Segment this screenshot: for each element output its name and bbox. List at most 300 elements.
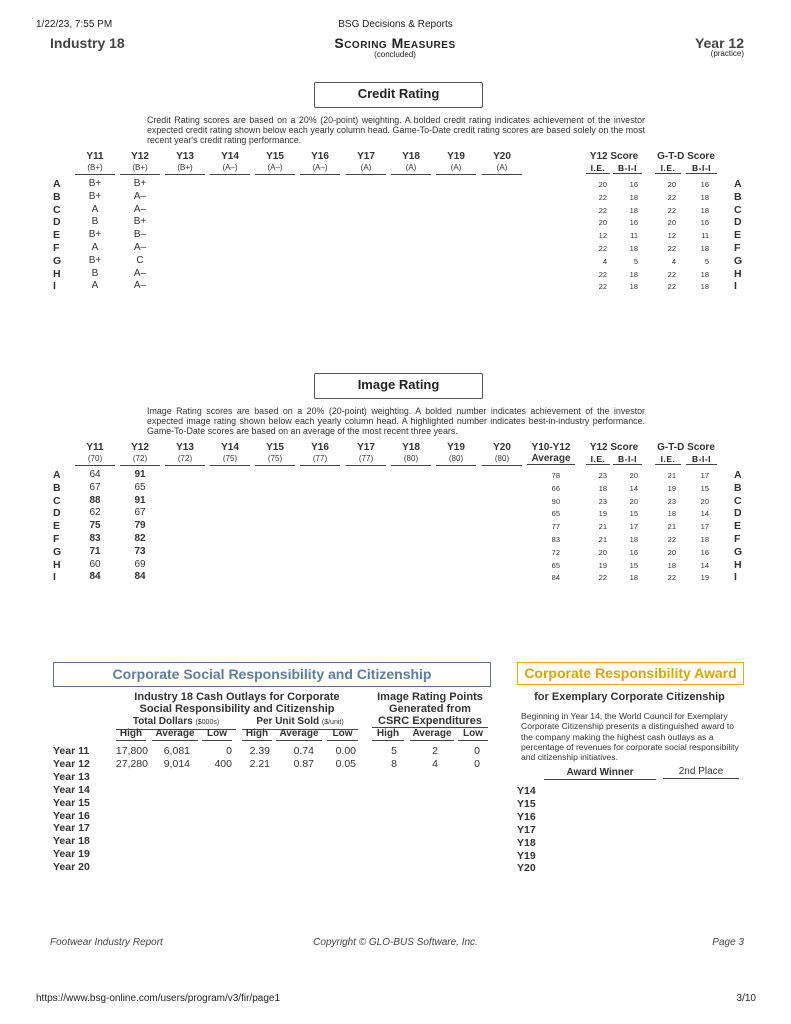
y12-value: B+ bbox=[133, 178, 147, 189]
csr-col-low: Low bbox=[202, 728, 232, 741]
y12-bii-score: 15 bbox=[629, 509, 638, 519]
csr-value: 0.00 bbox=[335, 745, 356, 757]
company-letter: F bbox=[53, 242, 60, 254]
company-letter: F bbox=[734, 533, 741, 545]
y12-value: A– bbox=[133, 242, 147, 253]
avg-value: 65 bbox=[551, 560, 560, 570]
y11-value: 62 bbox=[89, 507, 101, 519]
year-column-head bbox=[482, 151, 522, 175]
award-year-label: Y20 bbox=[517, 862, 536, 875]
y12-bii-score: 14 bbox=[629, 483, 638, 493]
y12-ie-score: 21 bbox=[598, 522, 607, 532]
y12-ie-score: 12 bbox=[598, 231, 607, 241]
csr-year-label: Year 12 bbox=[53, 757, 90, 770]
y11-value: 64 bbox=[89, 469, 101, 480]
y11-value: 67 bbox=[89, 481, 101, 493]
bii-head: B-I-I bbox=[613, 163, 642, 174]
y12-bii-score: 18 bbox=[629, 205, 638, 215]
y12-score-head: Y12 Score bbox=[589, 442, 639, 453]
csr-value: 9,014 bbox=[163, 757, 190, 770]
avg-value: 83 bbox=[551, 535, 560, 544]
expected-rating: (A–) bbox=[300, 162, 340, 175]
y11-value: A bbox=[91, 203, 99, 215]
year-label: Y12 bbox=[131, 442, 149, 453]
gtd-ie-score: 22 bbox=[667, 573, 676, 583]
year-label: Y11 bbox=[86, 442, 104, 453]
ie-head: I.E. bbox=[586, 454, 610, 465]
csr-col-low: Low bbox=[327, 728, 358, 741]
csr-col-high: High bbox=[242, 728, 272, 741]
gtd-ie-score: 21 bbox=[667, 471, 676, 480]
company-letter: B bbox=[53, 190, 61, 203]
year-column-head bbox=[75, 442, 115, 466]
year-column-head bbox=[391, 442, 431, 466]
gtd-bii-score: 18 bbox=[700, 535, 709, 544]
gtd-ie-score: 21 bbox=[667, 522, 676, 532]
avg-value: 84 bbox=[551, 573, 560, 583]
y11-value: B bbox=[91, 216, 99, 228]
year-label: Y15 bbox=[266, 151, 284, 162]
csr-col-average: Average bbox=[276, 728, 322, 741]
expected-rating: (A–) bbox=[210, 162, 250, 175]
company-letter: A bbox=[53, 469, 61, 481]
gtd-bii-score: 17 bbox=[700, 522, 709, 532]
year-label: Y17 bbox=[357, 151, 375, 162]
year-label: Y15 bbox=[266, 442, 284, 453]
company-letter: G bbox=[734, 545, 743, 558]
company-letter: G bbox=[53, 545, 62, 558]
y12-value: 82 bbox=[134, 533, 146, 544]
avg-head-2: Average bbox=[527, 453, 575, 465]
y12-ie-score: 22 bbox=[598, 269, 607, 279]
expected-rating: (70) bbox=[75, 453, 115, 466]
y12-ie-score: 22 bbox=[598, 205, 607, 215]
year-label: Y11 bbox=[86, 151, 104, 162]
print-datetime: 1/22/23, 7:55 PM bbox=[36, 19, 113, 30]
y12-ie-score: 4 bbox=[602, 256, 607, 266]
year-column-head bbox=[436, 442, 476, 466]
gtd-bii-score: 14 bbox=[700, 560, 709, 570]
csr-year-label: Year 14 bbox=[53, 783, 90, 796]
csr-value: 5 bbox=[391, 745, 397, 757]
year-column-head bbox=[255, 151, 295, 175]
y12-bii-score: 16 bbox=[629, 180, 638, 189]
y12-bii-score: 18 bbox=[629, 573, 638, 583]
company-letter: D bbox=[53, 216, 61, 229]
y12-bii-score: 18 bbox=[629, 269, 638, 279]
y12-ie-score: 19 bbox=[598, 560, 607, 570]
year-label: Y20 bbox=[493, 442, 511, 453]
csr-value: 0.74 bbox=[293, 745, 314, 757]
gtd-bii-score: 14 bbox=[700, 509, 709, 519]
gtd-ie-score: 22 bbox=[667, 205, 676, 215]
award-year-label: Y14 bbox=[517, 785, 536, 797]
csr-points-heading-1: Image Rating Points bbox=[377, 691, 483, 703]
y12-ie-score: 20 bbox=[598, 218, 607, 228]
csr-per-unit-label: Per Unit Sold bbox=[256, 716, 320, 727]
csr-year-label: Year 16 bbox=[53, 809, 90, 822]
expected-rating: (75) bbox=[210, 453, 250, 466]
company-letter: I bbox=[53, 571, 56, 584]
gtd-ie-score: 19 bbox=[667, 483, 676, 493]
gtd-bii-score: 17 bbox=[700, 471, 709, 480]
award-description: Beginning in Year 14, the World Council for Exemplary Corporate Citizenship presents a distinguished award to the company making the highest cash outlays as a percentage of revenues for corporate social responsibility and citizenship initiatives. bbox=[521, 711, 739, 763]
gtd-bii-score: 18 bbox=[700, 269, 709, 279]
avg-value: 77 bbox=[551, 522, 560, 532]
year-column-head bbox=[165, 151, 205, 175]
year-column-head bbox=[120, 151, 160, 175]
y11-value: 88 bbox=[89, 494, 101, 506]
credit-rating-description: Credit Rating scores are based on a 20% (20-point) weighting. A bolded credit rating indicates achievement of the investor expected credit rating shown below each yearly column head. Game-To-Date credit rating scores are based solely on the most recent year's credit rating performance. bbox=[147, 115, 645, 145]
print-page-title: BSG Decisions & Reports bbox=[338, 19, 453, 30]
csr-year-label: Year 13 bbox=[53, 770, 90, 783]
gtd-bii-score: 11 bbox=[701, 231, 709, 241]
year-label: Y16 bbox=[311, 442, 329, 453]
year-column-head bbox=[75, 151, 115, 175]
csr-col-average: Average bbox=[152, 728, 198, 741]
y12-ie-score: 23 bbox=[598, 471, 607, 480]
y12-value: 91 bbox=[134, 494, 146, 506]
expected-rating: (A–) bbox=[255, 162, 295, 175]
year-label: Y12 bbox=[131, 151, 149, 162]
company-letter: H bbox=[53, 558, 61, 571]
csr-value: 27,280 bbox=[115, 757, 148, 770]
year-label: Y16 bbox=[311, 151, 329, 162]
year-column-head bbox=[255, 442, 295, 466]
csr-value: 0 bbox=[474, 745, 480, 757]
company-letter: D bbox=[734, 216, 742, 229]
csr-value: 2.39 bbox=[249, 745, 270, 757]
year-sublabel: (practice) bbox=[710, 49, 744, 58]
gtd-bii-score: 15 bbox=[700, 483, 709, 493]
ie-head: I.E. bbox=[655, 163, 681, 174]
y12-value: 69 bbox=[134, 558, 146, 570]
csr-year-label: Year 11 bbox=[53, 745, 90, 757]
csr-value: 17,800 bbox=[115, 745, 148, 757]
company-letter: C bbox=[53, 203, 61, 216]
y12-bii-score: 18 bbox=[629, 535, 638, 544]
year-column-head bbox=[165, 442, 205, 466]
bii-head: B-I-I bbox=[686, 163, 717, 174]
y11-value: 71 bbox=[89, 545, 101, 557]
gtd-bii-score: 16 bbox=[700, 218, 709, 228]
company-letter: A bbox=[734, 469, 742, 481]
gtd-bii-score: 20 bbox=[700, 496, 709, 506]
y12-score-head: Y12 Score bbox=[589, 151, 639, 162]
year-column-head bbox=[210, 442, 250, 466]
company-letter: D bbox=[734, 507, 742, 520]
csr-year-label: Year 19 bbox=[53, 848, 90, 861]
gtd-ie-score: 23 bbox=[667, 496, 676, 506]
y12-bii-score: 18 bbox=[629, 244, 638, 253]
y12-bii-score: 18 bbox=[629, 192, 638, 202]
year-label: Y13 bbox=[176, 442, 194, 453]
y11-value: B+ bbox=[88, 190, 102, 202]
expected-rating: (80) bbox=[482, 453, 522, 466]
y12-value: B– bbox=[133, 229, 147, 241]
gtd-score-head: G-T-D Score bbox=[657, 442, 715, 453]
expected-rating: (72) bbox=[120, 453, 160, 466]
year-column-head bbox=[391, 151, 431, 175]
print-page-count: 3/10 bbox=[736, 993, 756, 1004]
print-url[interactable]: https://www.bsg-online.com/users/program/v3/fir/page1 bbox=[36, 993, 280, 1004]
y12-ie-score: 21 bbox=[598, 535, 607, 544]
year-column-head bbox=[346, 151, 386, 175]
csr-per-unit-unit: ($/unit) bbox=[321, 719, 344, 726]
expected-rating: (A) bbox=[346, 162, 386, 175]
y12-value: 67 bbox=[134, 507, 146, 519]
bii-head: B-I-I bbox=[686, 454, 717, 465]
ie-head: I.E. bbox=[655, 454, 681, 465]
y12-ie-score: 23 bbox=[598, 496, 607, 506]
gtd-bii-score: 18 bbox=[700, 282, 709, 292]
expected-rating: (72) bbox=[165, 453, 205, 466]
award-second-place-heading: 2nd Place bbox=[663, 766, 739, 779]
expected-rating: (77) bbox=[300, 453, 340, 466]
csr-col-low: Low bbox=[458, 728, 488, 741]
year-column-head bbox=[300, 442, 340, 466]
y12-bii-score: 15 bbox=[629, 560, 638, 570]
csr-value: 0.87 bbox=[293, 757, 314, 770]
y11-value: B+ bbox=[88, 178, 102, 189]
y12-value: A– bbox=[133, 203, 147, 215]
y12-value: 65 bbox=[134, 481, 146, 493]
y11-value: B+ bbox=[88, 229, 102, 241]
company-letter: E bbox=[734, 229, 742, 242]
csr-total-dollars-unit: ($000s) bbox=[195, 719, 220, 726]
y11-value: B bbox=[91, 267, 99, 279]
expected-rating: (77) bbox=[346, 453, 386, 466]
company-letter: C bbox=[734, 494, 742, 507]
gtd-ie-score: 20 bbox=[667, 180, 676, 189]
company-letter: E bbox=[734, 520, 742, 533]
company-letter: A bbox=[53, 178, 61, 190]
csr-year-label: Year 20 bbox=[53, 861, 90, 874]
y12-value: A– bbox=[133, 190, 147, 202]
y12-value: B+ bbox=[133, 216, 147, 228]
y11-value: 84 bbox=[89, 571, 101, 583]
footer-report-name: Footwear Industry Report bbox=[50, 937, 163, 948]
year-label: Y18 bbox=[402, 442, 420, 453]
award-year-label: Y18 bbox=[517, 836, 536, 849]
industry-label: Industry 18 bbox=[50, 35, 125, 51]
company-letter: I bbox=[53, 280, 56, 293]
y12-ie-score: 22 bbox=[598, 573, 607, 583]
gtd-ie-score: 22 bbox=[667, 282, 676, 292]
csr-col-high: High bbox=[116, 728, 146, 741]
y12-bii-score: 20 bbox=[629, 496, 638, 506]
y12-bii-score: 16 bbox=[629, 218, 638, 228]
company-letter: I bbox=[734, 280, 737, 293]
csr-value: 8 bbox=[391, 757, 397, 770]
year-label: Y14 bbox=[221, 442, 239, 453]
csr-value: 0 bbox=[226, 745, 232, 757]
image-rating-title: Image Rating bbox=[314, 373, 483, 399]
y12-ie-score: 22 bbox=[598, 244, 607, 253]
csr-col-high: High bbox=[372, 728, 404, 741]
year-label: Y13 bbox=[176, 151, 194, 162]
gtd-bii-score: 18 bbox=[700, 205, 709, 215]
y12-ie-score: 19 bbox=[598, 509, 607, 519]
csr-value: 2.21 bbox=[249, 757, 270, 770]
company-letter: D bbox=[53, 507, 61, 520]
company-letter: H bbox=[734, 558, 742, 571]
gtd-bii-score: 16 bbox=[700, 180, 709, 189]
csr-points-heading-2: Generated from bbox=[389, 703, 471, 715]
expected-rating: (A) bbox=[482, 162, 522, 175]
credit-rating-title: Credit Rating bbox=[314, 82, 483, 108]
avg-value: 66 bbox=[551, 483, 560, 493]
y12-bii-score: 16 bbox=[629, 547, 638, 557]
y11-value: A bbox=[91, 280, 99, 292]
year-label: Y14 bbox=[221, 151, 239, 162]
csr-value: 4 bbox=[432, 757, 438, 770]
year-column-head bbox=[120, 442, 160, 466]
csr-total-dollars-label: Total Dollars bbox=[132, 716, 193, 727]
y12-ie-score: 20 bbox=[598, 180, 607, 189]
y12-value: C bbox=[136, 254, 144, 266]
year-column-head bbox=[300, 151, 340, 175]
y11-value: A bbox=[91, 242, 99, 253]
award-winner-heading: Award Winner bbox=[544, 767, 656, 780]
csr-col-average: Average bbox=[410, 728, 454, 741]
company-letter: B bbox=[53, 481, 61, 494]
csr-value: 0 bbox=[474, 757, 480, 770]
year-label: Y19 bbox=[447, 151, 465, 162]
year-label: Y19 bbox=[447, 442, 465, 453]
company-letter: G bbox=[734, 254, 743, 267]
gtd-ie-score: 22 bbox=[667, 244, 676, 253]
y12-bii-score: 17 bbox=[629, 522, 638, 532]
expected-rating: (A) bbox=[391, 162, 431, 175]
y12-ie-score: 22 bbox=[598, 192, 607, 202]
expected-rating: (B+) bbox=[120, 162, 160, 175]
y12-bii-score: 5 bbox=[633, 256, 638, 266]
year-column-head bbox=[346, 442, 386, 466]
gtd-ie-score: 22 bbox=[667, 192, 676, 202]
award-year-label: Y15 bbox=[517, 797, 536, 810]
gtd-score-head: G-T-D Score bbox=[657, 151, 715, 162]
csr-year-label: Year 17 bbox=[53, 822, 90, 835]
company-letter: E bbox=[53, 520, 61, 533]
year-label: Year 12 bbox=[694, 35, 744, 51]
company-letter: B bbox=[734, 481, 742, 494]
gtd-ie-score: 20 bbox=[667, 547, 676, 557]
gtd-bii-score: 18 bbox=[700, 244, 709, 253]
avg-value: 90 bbox=[551, 496, 560, 506]
ie-head: I.E. bbox=[586, 163, 610, 174]
year-label: Y20 bbox=[493, 151, 511, 162]
year-label: Y17 bbox=[357, 442, 375, 453]
year-column-head bbox=[482, 442, 522, 466]
image-rating-description: Image Rating scores are based on a 20% (20-point) weighting. A bolded number indicates achievement of the investor expected image rating shown below each yearly column head. A highlighted number indicates best-in-industry performance. Game-To-Date scores are based on an average of the most recent three years. bbox=[147, 406, 645, 436]
year-column-head bbox=[210, 151, 250, 175]
expected-rating: (A) bbox=[436, 162, 476, 175]
gtd-bii-score: 5 bbox=[704, 256, 709, 266]
y12-value: 84 bbox=[134, 571, 146, 583]
y11-value: B+ bbox=[88, 254, 102, 266]
expected-rating: (B+) bbox=[165, 162, 205, 175]
company-letter: B bbox=[734, 190, 742, 203]
y12-bii-score: 18 bbox=[629, 282, 638, 292]
company-letter: F bbox=[53, 533, 60, 545]
y12-value: 79 bbox=[134, 520, 146, 532]
avg-value: 65 bbox=[551, 509, 560, 519]
gtd-bii-score: 16 bbox=[700, 547, 709, 557]
csr-year-label: Year 18 bbox=[53, 835, 90, 848]
page-title: Scoring Measures bbox=[334, 35, 456, 51]
gtd-ie-score: 22 bbox=[667, 535, 676, 544]
gtd-ie-score: 18 bbox=[667, 509, 676, 519]
csr-value: 2 bbox=[432, 745, 438, 757]
csr-value: 6,081 bbox=[163, 745, 190, 757]
company-letter: G bbox=[53, 254, 62, 267]
company-letter: A bbox=[734, 178, 742, 190]
award-title: Corporate Responsibility Award bbox=[517, 662, 744, 685]
footer-page-number: Page 3 bbox=[712, 937, 744, 948]
company-letter: H bbox=[53, 267, 61, 280]
gtd-ie-score: 22 bbox=[667, 269, 676, 279]
company-letter: C bbox=[734, 203, 742, 216]
y12-value: 73 bbox=[134, 545, 146, 557]
y12-value: 91 bbox=[134, 469, 146, 480]
csr-value: 400 bbox=[214, 757, 232, 770]
y12-value: A– bbox=[133, 280, 147, 292]
year-label: Y18 bbox=[402, 151, 420, 162]
year-column-head bbox=[436, 151, 476, 175]
csr-points-heading-3: CSRC Expenditures bbox=[372, 715, 488, 728]
company-letter: E bbox=[53, 229, 61, 242]
y12-ie-score: 20 bbox=[598, 547, 607, 557]
expected-rating: (80) bbox=[391, 453, 431, 466]
y12-bii-score: 11 bbox=[630, 231, 638, 241]
expected-rating: (80) bbox=[436, 453, 476, 466]
csr-value: 0.05 bbox=[335, 757, 356, 770]
csr-outlay-heading-2: Social Responsibility and Citizenship bbox=[139, 703, 335, 715]
gtd-ie-score: 20 bbox=[667, 218, 676, 228]
page-subtitle: (concluded) bbox=[374, 50, 416, 59]
company-letter: F bbox=[734, 242, 741, 254]
company-letter: H bbox=[734, 267, 742, 280]
avg-value: 72 bbox=[551, 547, 560, 557]
y11-value: 83 bbox=[89, 533, 101, 544]
gtd-ie-score: 4 bbox=[671, 256, 676, 266]
expected-rating: (75) bbox=[255, 453, 295, 466]
gtd-bii-score: 19 bbox=[700, 573, 709, 583]
csr-title: Corporate Social Responsibility and Citizenship bbox=[53, 662, 491, 687]
gtd-ie-score: 18 bbox=[667, 560, 676, 570]
csr-year-label: Year 15 bbox=[53, 796, 90, 809]
award-year-label: Y17 bbox=[517, 823, 536, 836]
avg-head-1: Y10-Y12 bbox=[531, 442, 571, 453]
gtd-bii-score: 18 bbox=[700, 192, 709, 202]
bii-head: B-I-I bbox=[613, 454, 642, 465]
footer-copyright: Copyright © GLO-BUS Software, Inc. bbox=[313, 937, 478, 948]
y12-bii-score: 20 bbox=[629, 471, 638, 480]
gtd-ie-score: 12 bbox=[667, 231, 676, 241]
y12-ie-score: 22 bbox=[598, 282, 607, 292]
y11-value: 60 bbox=[89, 558, 101, 570]
award-year-label: Y19 bbox=[517, 849, 536, 862]
award-year-label: Y16 bbox=[517, 810, 536, 823]
avg-value: 78 bbox=[551, 471, 560, 480]
award-subtitle: for Exemplary Corporate Citizenship bbox=[534, 691, 725, 703]
y12-ie-score: 18 bbox=[598, 483, 607, 493]
company-letter: C bbox=[53, 494, 61, 507]
csr-outlay-heading-1: Industry 18 Cash Outlays for Corporate bbox=[134, 691, 340, 703]
y11-value: 75 bbox=[89, 520, 101, 532]
y12-value: A– bbox=[133, 267, 147, 279]
